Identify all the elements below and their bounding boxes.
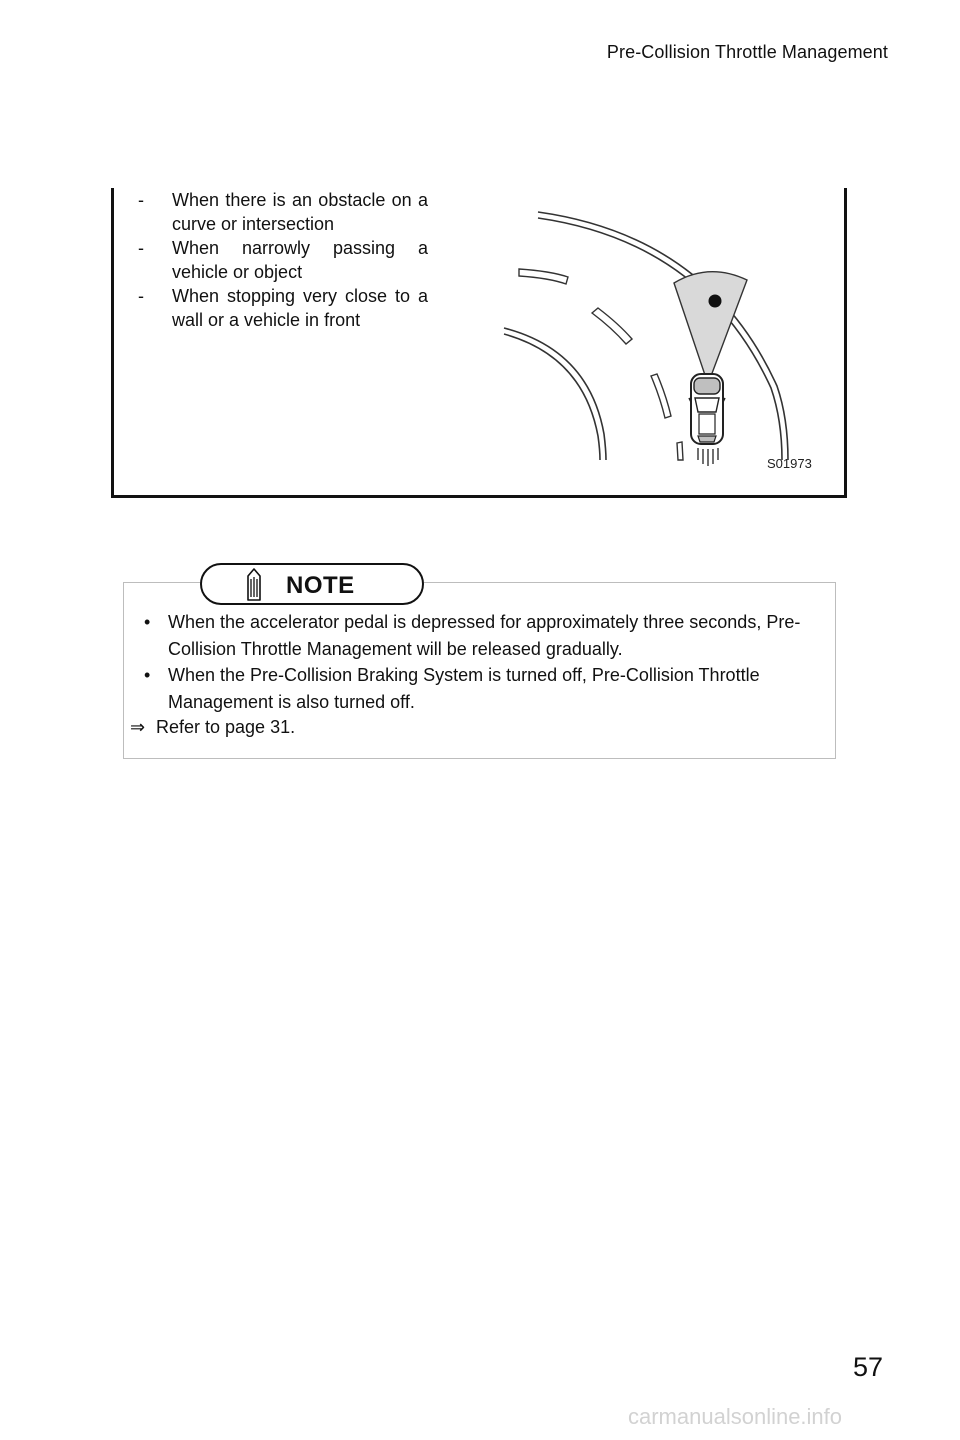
- hand-icon: [242, 567, 266, 603]
- bullet: •: [144, 665, 151, 685]
- lane-dash: [677, 442, 683, 460]
- note-text: When the accelerator pedal is depressed for approximately three seconds, Pre-Collision Throttle Management will be released gradually.: [168, 612, 801, 659]
- list-item: [142, 662, 818, 715]
- running-header: Pre-Collision Throttle Management: [606, 42, 888, 62]
- condition-list: [138, 188, 428, 332]
- lane-dash: [519, 269, 568, 284]
- note-text: When the Pre-Collision Braking System is turned off, Pre-Collision Throttle Management is also turned off.: [168, 665, 760, 712]
- note-label: NOTE: [286, 572, 355, 599]
- dash-bullet: -: [138, 190, 144, 210]
- note-box: [123, 582, 836, 759]
- vehicle-icon: [689, 374, 725, 444]
- note-heading-tab: [200, 563, 424, 605]
- list-item: [138, 284, 428, 332]
- road-edge-outer: [538, 212, 788, 460]
- reference-text: Refer to page 31.: [156, 717, 296, 737]
- list-item: [138, 188, 428, 236]
- lane-dash: [592, 308, 632, 344]
- dash-bullet: -: [138, 238, 144, 258]
- condition-text: When stopping very close to a wall or a vehicle in front: [172, 286, 428, 330]
- obstacle-dot: [709, 295, 722, 308]
- road-edge-inner: [504, 328, 606, 460]
- double-arrow-icon: ⇒: [130, 717, 146, 737]
- curve-obstacle-illustration: [494, 198, 824, 484]
- warning-continuation-box: [111, 188, 847, 498]
- radar-detection-area: [807, 446, 820, 456]
- page-reference: [130, 714, 295, 740]
- motion-lines: [698, 448, 718, 466]
- bullet: •: [144, 612, 151, 632]
- site-watermark: carmanualsonline.info: [628, 1404, 843, 1429]
- road-edge-outer-2: [538, 218, 782, 460]
- lane-dash: [651, 374, 671, 418]
- road-edge-inner-2: [504, 334, 600, 460]
- note-list: [142, 609, 818, 715]
- page-number: 57: [853, 1352, 884, 1382]
- condition-text: When narrowly passing a vehicle or object: [172, 238, 428, 282]
- list-item: [138, 236, 428, 284]
- dash-bullet: -: [138, 286, 144, 306]
- list-item: [142, 609, 818, 662]
- figure-code: S01973: [767, 456, 812, 471]
- condition-text: When there is an obstacle on a curve or intersection: [172, 190, 428, 234]
